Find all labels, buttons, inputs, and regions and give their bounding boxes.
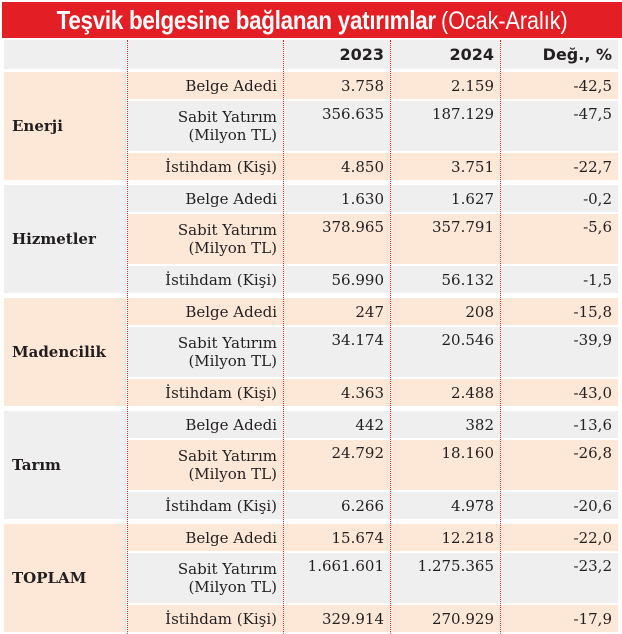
column-divider: [127, 40, 128, 634]
metric-label: [128, 440, 283, 490]
value-2023: 378.965: [284, 214, 390, 264]
value-change: -17,9: [501, 605, 618, 632]
metric-label: Belge Adedi: [128, 524, 283, 551]
value-2023: 356.635: [284, 101, 390, 151]
metric-label-line: Sabit Yatırım: [177, 447, 277, 465]
metric-label: Belge Adedi: [128, 298, 283, 325]
value-change: -22,0: [501, 524, 618, 551]
value-change: -15,8: [501, 298, 618, 325]
metric-unit: (Milyon TL): [188, 126, 277, 144]
column-divider: [390, 40, 391, 634]
category-label: Tarım: [4, 411, 126, 519]
value-2023: 1.630: [284, 185, 390, 212]
value-2024: 3.751: [391, 153, 500, 180]
value-2024: 208: [391, 298, 500, 325]
value-2024: 1.627: [391, 185, 500, 212]
metric-label: İstihdam (Kişi): [128, 266, 283, 293]
value-2024: 357.791: [391, 214, 500, 264]
metric-label: İstihdam (Kişi): [128, 492, 283, 519]
header-2024: 2024: [391, 40, 500, 69]
value-2023: 4.363: [284, 379, 390, 406]
value-2024: 1.275.365: [391, 553, 500, 603]
table-title: [2, 2, 622, 38]
metric-label-line: Sabit Yatırım: [177, 108, 277, 126]
value-2023: 247: [284, 298, 390, 325]
value-change: -43,0: [501, 379, 618, 406]
metric-label: Belge Adedi: [128, 72, 283, 99]
value-2023: 24.792: [284, 440, 390, 490]
metric-label: [128, 214, 283, 264]
value-change: -0,2: [501, 185, 618, 212]
value-change: -5,6: [501, 214, 618, 264]
metric-label: Belge Adedi: [128, 185, 283, 212]
value-2023: 15.674: [284, 524, 390, 551]
category-label: TOPLAM: [4, 524, 126, 632]
metric-label-line: Sabit Yatırım: [177, 221, 277, 239]
title-main: Teşvik belgesine bağlanan yatırımlar: [56, 4, 436, 35]
metric-unit: (Milyon TL): [188, 352, 277, 370]
value-2024: 187.129: [391, 101, 500, 151]
value-2024: 20.546: [391, 327, 500, 377]
value-2023: 56.990: [284, 266, 390, 293]
value-2023: 3.758: [284, 72, 390, 99]
value-2024: 2.159: [391, 72, 500, 99]
metric-label: [128, 553, 283, 603]
value-2024: 18.160: [391, 440, 500, 490]
value-change: -22,7: [501, 153, 618, 180]
value-2024: 56.132: [391, 266, 500, 293]
metric-unit: (Milyon TL): [188, 578, 277, 596]
header-change: Değ., %: [501, 40, 618, 69]
value-change: -1,5: [501, 266, 618, 293]
metric-label: İstihdam (Kişi): [128, 153, 283, 180]
metric-label: İstihdam (Kişi): [128, 379, 283, 406]
category-label: Hizmetler: [4, 185, 126, 293]
value-change: -26,8: [501, 440, 618, 490]
value-change: -23,2: [501, 553, 618, 603]
header-blank-2: [128, 40, 283, 69]
metric-unit: (Milyon TL): [188, 465, 277, 483]
metric-label: [128, 101, 283, 151]
category-label: Enerji: [4, 72, 126, 180]
metric-label-line: Sabit Yatırım: [177, 334, 277, 352]
value-2023: 442: [284, 411, 390, 438]
column-divider: [500, 40, 501, 634]
value-2023: 4.850: [284, 153, 390, 180]
value-2023: 1.661.601: [284, 553, 390, 603]
header-blank-1: [4, 40, 126, 69]
value-2024: 270.929: [391, 605, 500, 632]
metric-label: İstihdam (Kişi): [128, 605, 283, 632]
metric-label-line: Sabit Yatırım: [177, 560, 277, 578]
value-change: -42,5: [501, 72, 618, 99]
value-2024: 382: [391, 411, 500, 438]
value-change: -20,6: [501, 492, 618, 519]
header-2023: 2023: [284, 40, 390, 69]
value-2024: 12.218: [391, 524, 500, 551]
category-label: Madencilik: [4, 298, 126, 406]
metric-unit: (Milyon TL): [188, 239, 277, 257]
value-2023: 329.914: [284, 605, 390, 632]
metric-label: Belge Adedi: [128, 411, 283, 438]
title-period: (Ocak-Aralık): [440, 6, 568, 35]
value-2024: 2.488: [391, 379, 500, 406]
value-change: -47,5: [501, 101, 618, 151]
value-2024: 4.978: [391, 492, 500, 519]
column-divider: [283, 40, 284, 634]
value-change: -13,6: [501, 411, 618, 438]
value-change: -39,9: [501, 327, 618, 377]
value-2023: 34.174: [284, 327, 390, 377]
value-2023: 6.266: [284, 492, 390, 519]
metric-label: [128, 327, 283, 377]
